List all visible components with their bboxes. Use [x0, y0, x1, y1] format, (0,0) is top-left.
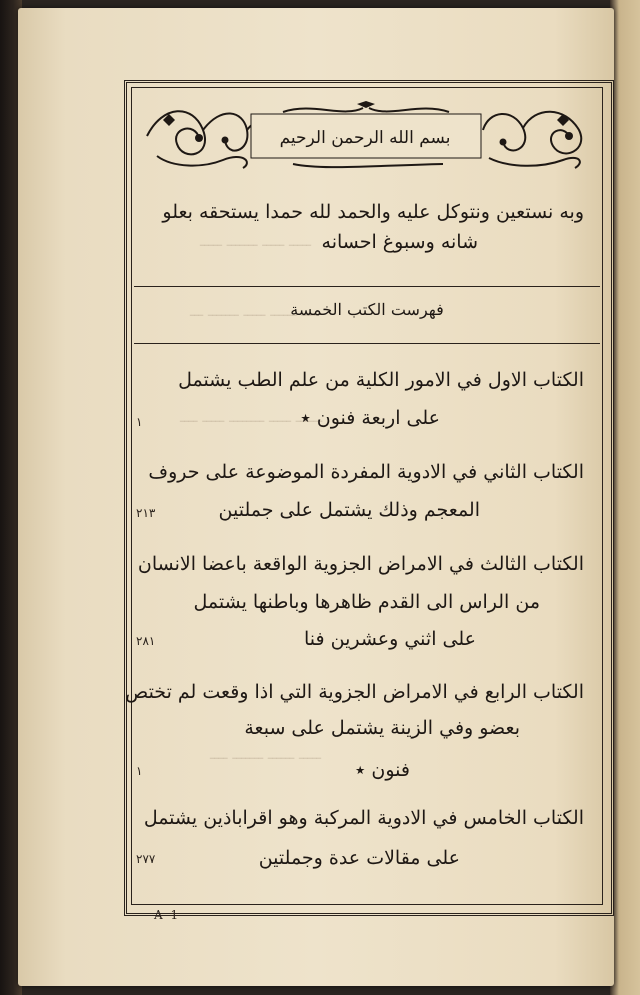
adjacent-page-edge	[610, 0, 640, 995]
bleed-through-shadow: ــــ ــــــ ـــــ ـــــــ ـــ	[190, 302, 319, 320]
entry-1-line-1: الكتاب الاول في الامور الكلية من علم الطب يشتمل	[178, 369, 584, 391]
basmala: بسم الله الرحمن الرحيم	[279, 128, 451, 148]
invocation-line-2: شانه وسبوغ احسانه	[321, 231, 478, 253]
entry-2-line-1: الكتاب الثاني في الادوية المفردة الموضوعة على حروف	[148, 461, 584, 483]
section-divider	[134, 343, 600, 344]
entry-2-page-number: ٢١٣	[136, 506, 156, 520]
bleed-through-shadow: ــــــ ـــــ ــــــــ ـــــ ــــ	[180, 408, 323, 426]
printer-signature-mark: A 1	[154, 908, 181, 922]
entry-4-page-number: ١	[136, 764, 143, 778]
entry-3-line-1: الكتاب الثالث في الامراض الجزوية الواقعة باعضا الانسان	[137, 553, 584, 575]
entry-3-line-2: من الراس الى القدم ظاهرها وباطنها يشتمل	[193, 591, 540, 613]
contents-title: فهرست الكتب الخمسة	[290, 300, 444, 319]
entry-3-page-number: ٢٨١	[136, 634, 156, 648]
entry-2-line-2: المعجم وذلك يشتمل على جملتين	[218, 499, 480, 521]
entry-1-page-number: ١	[136, 415, 143, 429]
entry-5-line-2: على مقالات عدة وجملتين	[258, 847, 460, 869]
invocation-line-1: وبه نستعين ونتوكل عليه والحمد لله حمدا يستحقه بعلو	[162, 201, 584, 223]
section-divider	[134, 286, 600, 287]
bleed-through-shadow: ـــــ ـــــ ـــــــ ـــــ	[200, 232, 311, 250]
bleed-through-shadow: ـــــ ــــــ ـــــــ ــــ	[210, 745, 321, 763]
entry-4-line-1: الكتاب الرابع في الامراض الجزوية التي اذا وقعت لم تختص	[125, 681, 584, 703]
entry-4-line-2: بعضو وفي الزينة يشتمل على سبعة	[244, 717, 520, 739]
entry-5-page-number: ٢٧٧	[136, 852, 156, 866]
entry-5-line-1: الكتاب الخامس في الادوية المركبة وهو اقراباذين يشتمل	[143, 807, 584, 829]
entry-3-line-3: على اثني وعشرين فنا	[303, 628, 476, 650]
entry-4-line-3: فنون ٭	[355, 759, 410, 781]
entry-1-line-2: على اربعة فنون ٭	[300, 407, 440, 429]
